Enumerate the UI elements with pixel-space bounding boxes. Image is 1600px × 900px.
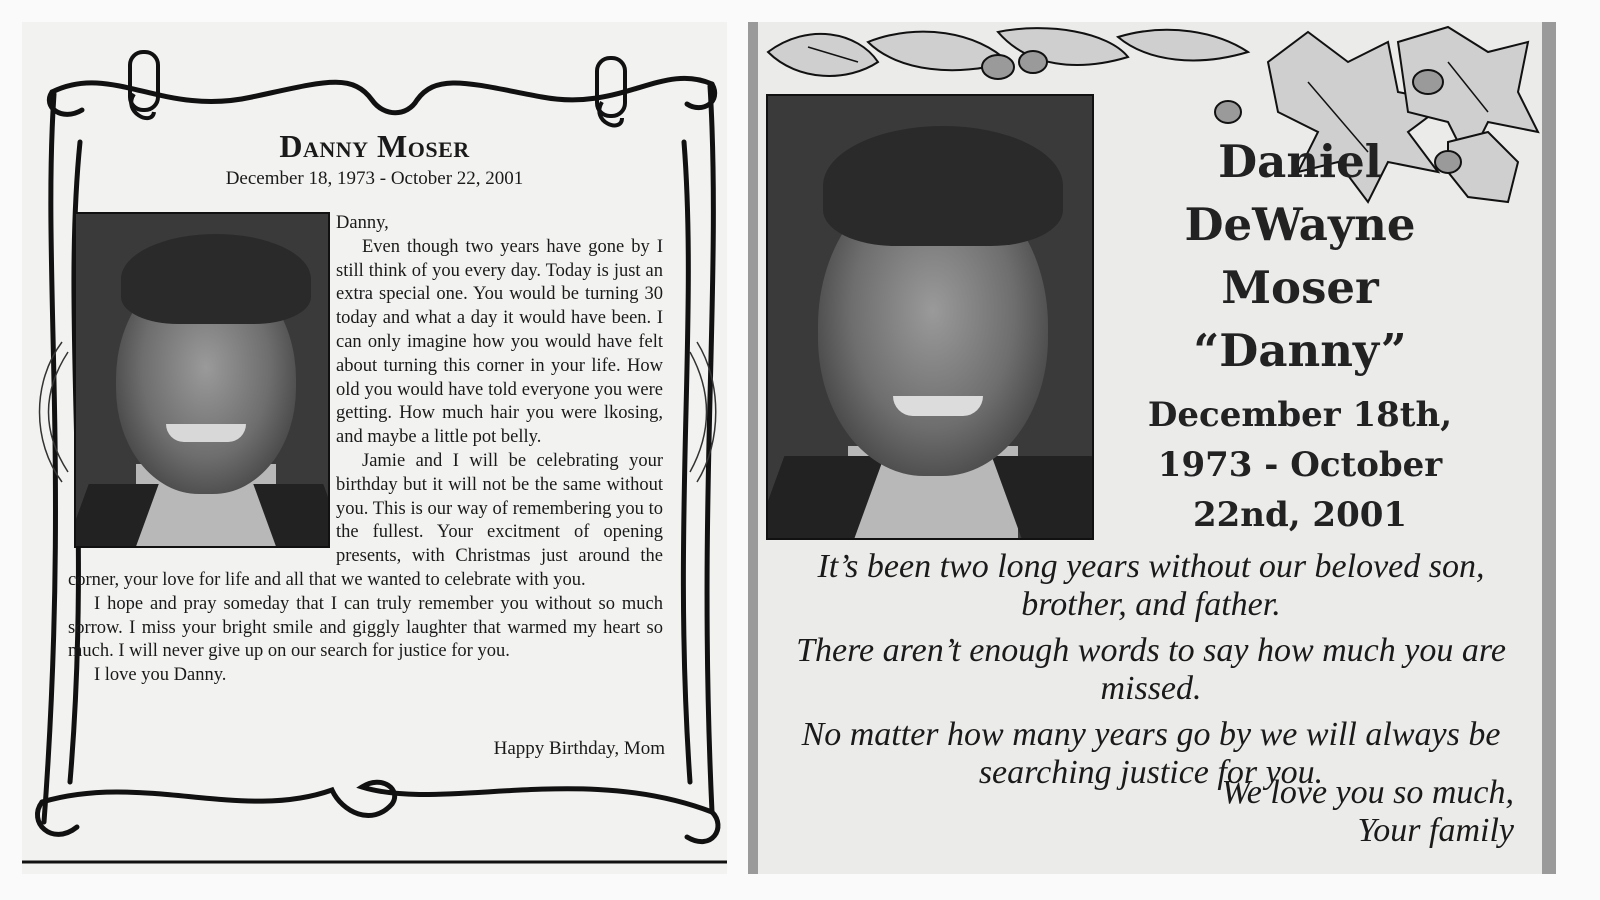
portrait-photo bbox=[766, 94, 1094, 540]
life-dates bbox=[1110, 390, 1490, 540]
date-line: December 18th, bbox=[1147, 395, 1453, 435]
name-line: DeWayne bbox=[1184, 198, 1416, 251]
letter-signature: Happy Birthday, Mom bbox=[493, 738, 665, 759]
memorial-name-heading: Danny Moser bbox=[279, 128, 470, 164]
life-dates: December 18, 1973 - October 22, 2001 bbox=[225, 168, 524, 189]
message-line: It’s been two long years without our beloved son, brother, and father. bbox=[817, 548, 1485, 623]
letter-salutation: Danny, bbox=[336, 213, 389, 233]
name-line: Daniel bbox=[1218, 135, 1382, 188]
closing-signature bbox=[1222, 774, 1514, 850]
nickname-line: “Danny” bbox=[1193, 324, 1407, 377]
name-line: Moser bbox=[1221, 261, 1379, 314]
letter-paragraph: Even though two years have gone by I still think of you every day. Today is just an extra special one. You would be turning 30 today and what a day it would have been. I can only imagine how you would have felt about turning this corner in your life. How old you would have told everyone you were getting. How much hair you were lkosing, and maybe a little pot belly. bbox=[336, 236, 663, 448]
closing-line: Your family bbox=[1357, 812, 1514, 849]
letter-paragraph: Jamie and I will be celebrating your birthday but it will not be the same without you. This is our way of remembering you to the fullest. Your excitment of opening presents, with Christmas just around the corner, your love for life and all that we wanted to celebrate with you. bbox=[68, 450, 663, 590]
date-line: 1973 - October bbox=[1157, 445, 1443, 485]
message-line: No matter how many years go by we will always be searching justice for you. bbox=[801, 716, 1501, 791]
letter-body bbox=[68, 212, 663, 688]
date-line: 22nd, 2001 bbox=[1192, 495, 1408, 535]
full-name-heading bbox=[1110, 130, 1490, 382]
letter-paragraph: I hope and pray someday that I can truly remember you without so much sorrow. I miss your bright smile and giggly laughter that warmed my heart so much. I will never give up on our search for justice for you. bbox=[68, 593, 663, 662]
birthday-memorial-ad bbox=[22, 22, 727, 874]
closing-line: We love you so much, bbox=[1221, 774, 1514, 811]
anniversary-memorial-ad bbox=[748, 22, 1556, 874]
message-line: There aren’t enough words to say how much you are missed. bbox=[796, 632, 1506, 707]
letter-paragraph: I love you Danny. bbox=[94, 665, 227, 686]
memorial-message bbox=[766, 548, 1536, 800]
